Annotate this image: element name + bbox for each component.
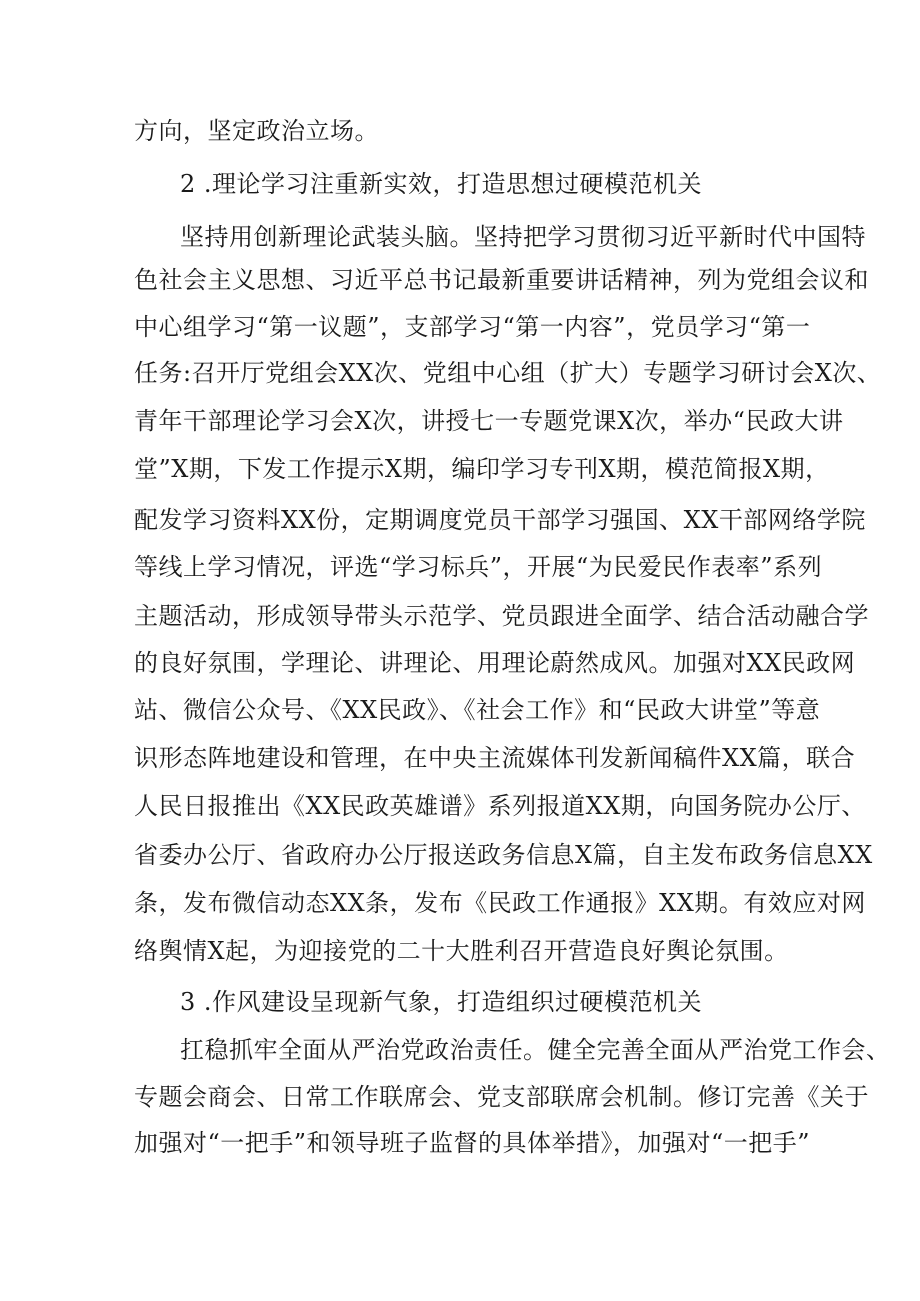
paragraph-line: 青年干部理论学习会X次，讲授七一专题党课X次，举办“民政大讲 (134, 407, 844, 435)
paragraph-line: 方向，坚定政治立场。 (134, 117, 379, 145)
paragraph-line: 色社会主义思想、习近平总书记最新重要讲话精神，列为党组会议和 (134, 266, 869, 294)
paragraph-line: 任务:召开厅党组会XX次、党组中心组（扩大）专题学习研讨会X次、 (134, 359, 882, 387)
paragraph-line: 主题活动，形成领导带头示范学、党员跟进全面学、结合活动融合学 (134, 602, 869, 630)
paragraph-line: 中心组学习“第一议题”，支部学习“第一内容”，党员学习“第一 (134, 313, 811, 341)
paragraph-line: 扛稳抓牢全面从严治党政治责任。健全完善全面从严治党工作会、 (180, 1036, 891, 1064)
paragraph-line: 省委办公厅、省政府办公厅报送政务信息X篇，自主发布政务信息XX (134, 841, 873, 869)
paragraph-line: 配发学习资料XX份，定期调度党员干部学习强国、XX干部网络学院 (134, 506, 866, 534)
paragraph-line: 堂”X期，下发工作提示X期，编印学习专刊X期，模范简报X期， (134, 455, 830, 483)
paragraph-line: 识形态阵地建设和管理，在中央主流媒体刊发新闻稿件XX篇，联合 (134, 744, 856, 772)
paragraph-line: 人民日报推出《XX民政英雄谱》系列报道XX期，向国务院办公厅、 (134, 792, 866, 820)
paragraph-line: 站、微信公众号、《XX民政》、《社会工作》和“民政大讲堂”等意 (134, 696, 821, 724)
paragraph-line: 坚持用创新理论武装头脑。坚持把学习贯彻习近平新时代中国特 (180, 223, 866, 251)
paragraph-line: 专题会商会、日常工作联席会、党支部联席会机制。修订完善《关于 (134, 1083, 869, 1111)
paragraph-line: 等线上学习情况，评选“学习标兵”，开展“为民爱民作表率”系列 (134, 553, 823, 581)
paragraph-line: 的良好氛围，学理论、讲理论、用理论蔚然成风。加强对XX民政网 (134, 649, 856, 677)
section-heading: 3 .作风建设呈现新气象，打造组织过硬模范机关 (180, 988, 703, 1016)
paragraph-line: 条，发布微信动态XX条，发布《民政工作通报》XX期。有效应对网 (134, 889, 866, 917)
section-heading: 2 .理论学习注重新实效，打造思想过硬模范机关 (180, 170, 703, 198)
paragraph-line: 加强对“一把手”和领导班子监督的具体举措》，加强对“一把手” (134, 1129, 811, 1157)
paragraph-line: 络舆情X起，为迎接党的二十大胜利召开营造良好舆论氛围。 (134, 937, 789, 965)
